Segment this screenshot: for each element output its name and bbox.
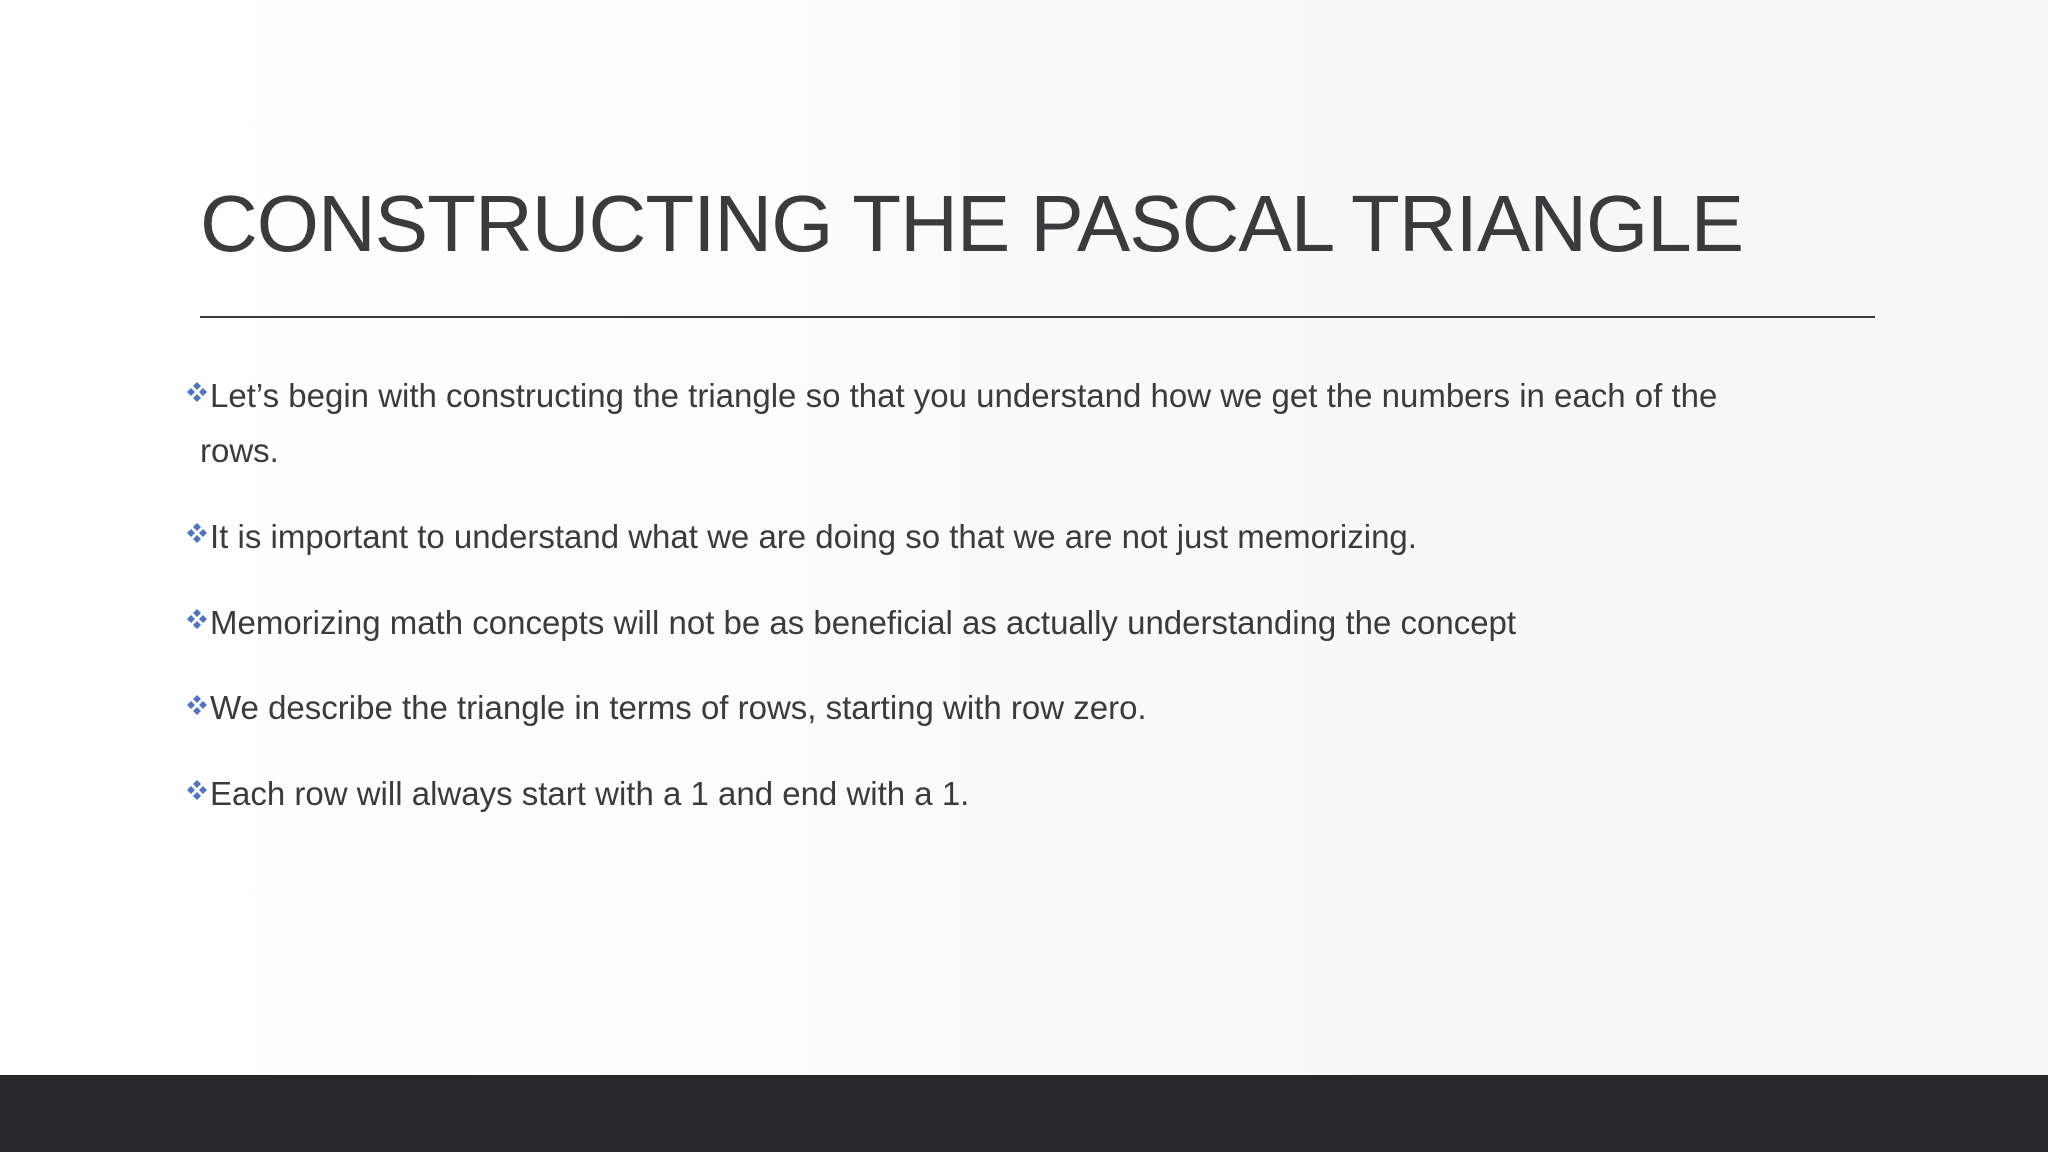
bullet-text: It is important to understand what we are doing so that we are not just memorizing.: [210, 517, 1417, 555]
diamond-bullet-icon: [186, 779, 208, 801]
bullet-text: Memorizing math concepts will not be as beneficial as actually understanding the concept: [210, 603, 1517, 641]
title-divider: [200, 316, 1875, 318]
bullet-item: [186, 365, 1866, 478]
diamond-bullet-icon: [186, 381, 208, 403]
bullet-text: We describe the triangle in terms of rows, starting with row zero.: [210, 689, 1147, 727]
bullet-item: [186, 677, 1866, 735]
bullet-text: Let’s begin with constructing the triangle so that you understand how we get the numbers in each of the: [210, 376, 1718, 414]
diamond-bullet-icon: [186, 608, 208, 630]
diamond-bullet-icon: [186, 522, 208, 544]
bullet-text-continuation: rows.: [200, 431, 279, 469]
bullet-list: [186, 365, 1866, 849]
footer-bar: [0, 1075, 2048, 1152]
slide-title: CONSTRUCTING THE PASCAL TRIANGLE: [200, 179, 1744, 268]
bullet-item: [186, 763, 1866, 821]
diamond-bullet-icon: [186, 694, 208, 716]
bullet-text: Each row will always start with a 1 and end with a 1.: [210, 774, 970, 812]
bullet-item: [186, 592, 1866, 650]
bullet-item: [186, 506, 1866, 564]
